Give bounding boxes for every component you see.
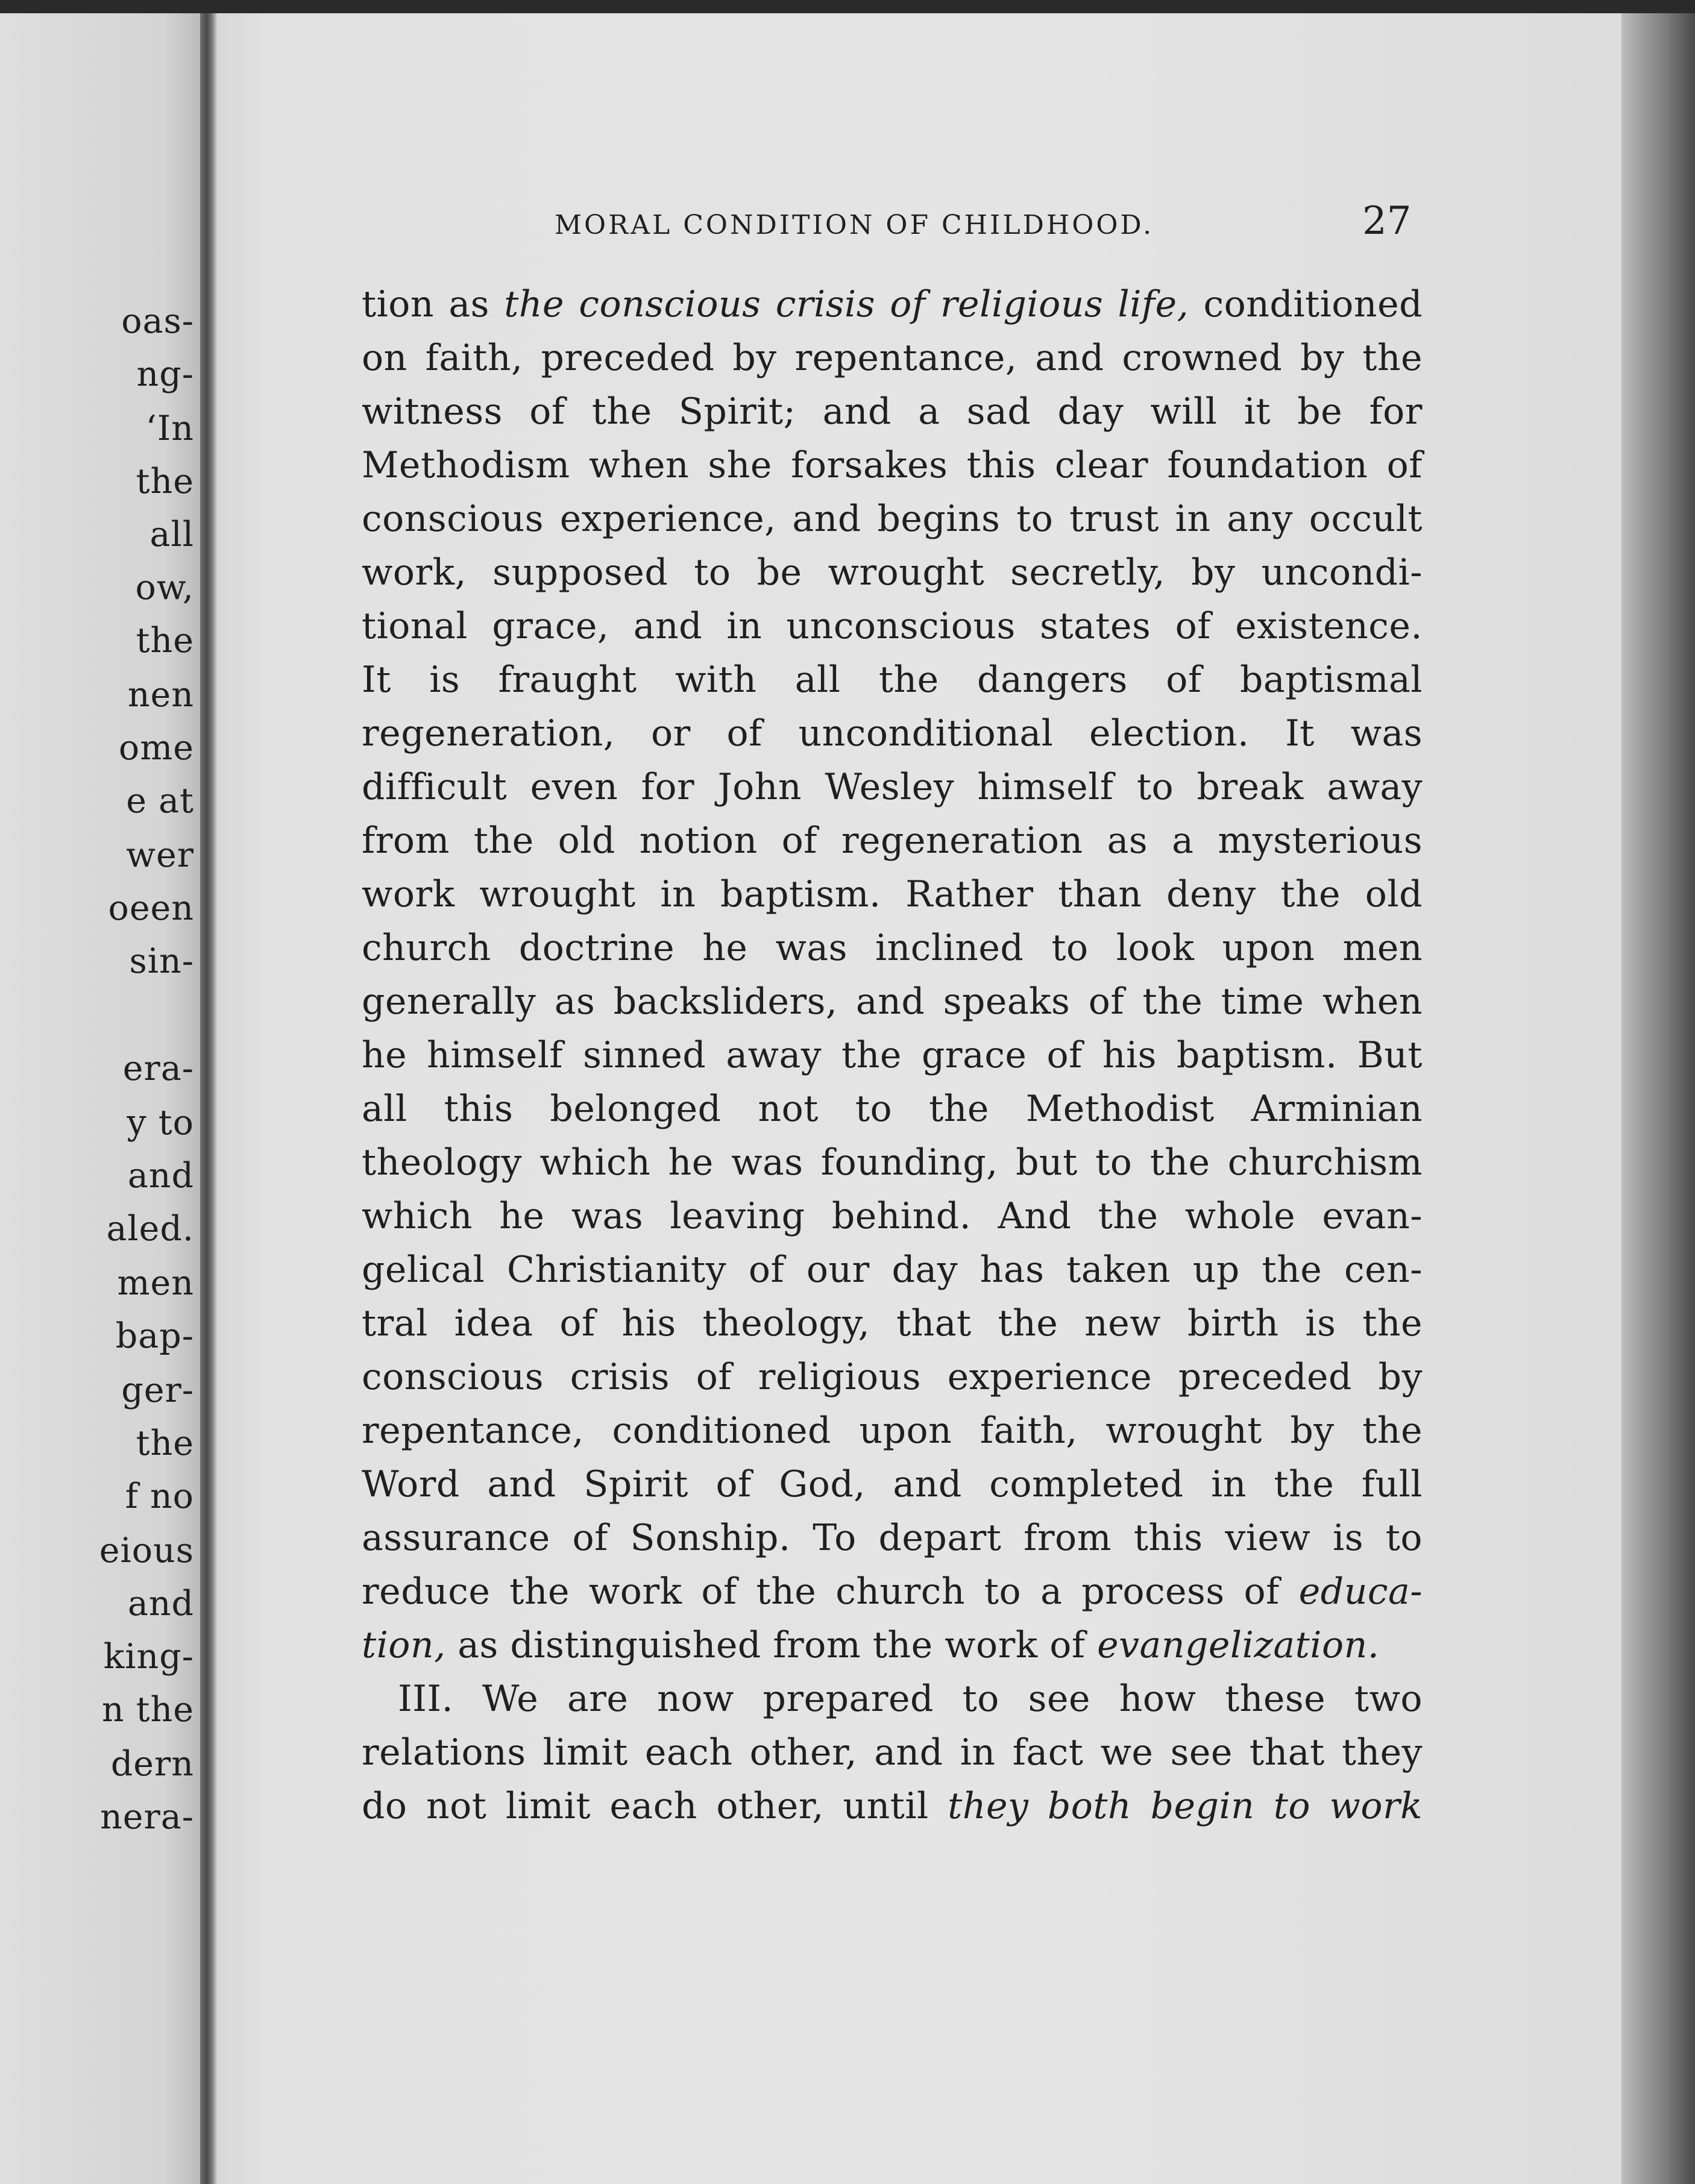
left-page-fragment: and xyxy=(127,1156,194,1196)
left-page-fragment: ow, xyxy=(135,568,194,607)
text-line: repentance, conditioned upon faith, wrought by the xyxy=(362,1410,1423,1452)
left-page-fragment: ‘In xyxy=(145,409,194,448)
text-line: on faith, preceded by repentance, and crowned by the xyxy=(362,337,1423,379)
text-line: It is fraught with all the dangers of baptismal xyxy=(362,659,1423,701)
left-page-fragment: the xyxy=(136,1423,194,1463)
left-page-fragment: and xyxy=(127,1584,194,1624)
left-page-fragment: e at xyxy=(126,781,194,821)
text-line: work, supposed to be wrought secretly, by uncondi- xyxy=(362,551,1423,594)
running-head xyxy=(338,199,1412,253)
text-line: tion as the conscious crisis of religious life, conditioned xyxy=(362,283,1423,325)
text-line: conscious experience, and begins to trust in any occult xyxy=(362,498,1423,540)
text-line: all this belonged not to the Methodist Arminian xyxy=(362,1088,1423,1130)
text-line: which he was leaving behind. And the whole evan- xyxy=(362,1195,1423,1237)
left-page-fragment: wer xyxy=(126,835,194,875)
text-line: reduce the work of the church to a process of educa- xyxy=(362,1571,1423,1613)
text-line: generally as backsliders, and speaks of the time when xyxy=(362,981,1423,1023)
left-page-fragment: nera- xyxy=(100,1797,194,1837)
left-page-fragment: bap- xyxy=(115,1316,194,1356)
text-line: conscious crisis of religious experience preceded by xyxy=(362,1356,1423,1398)
left-page-fragment: eious xyxy=(99,1531,194,1571)
text-line: do not limit each other, until they both begin to work xyxy=(362,1785,1423,1827)
text-line: gelical Christianity of our day has taken up the cen- xyxy=(362,1249,1423,1291)
text-line: regeneration, or of unconditional election. It was xyxy=(362,712,1423,755)
text-line: III. We are now prepared to see how these two xyxy=(398,1678,1423,1720)
left-page-fragment: aled. xyxy=(106,1209,194,1249)
text-line: assurance of Sonship. To depart from this view is to xyxy=(362,1517,1423,1559)
text-line: tional grace, and in unconscious states of existence. xyxy=(362,605,1423,647)
left-page-fragment: king- xyxy=(103,1637,194,1677)
text-line: church doctrine he was inclined to look upon men xyxy=(362,927,1423,969)
text-line: theology which he was founding, but to the churchism xyxy=(362,1141,1423,1184)
left-page-fragment: dern xyxy=(110,1744,194,1784)
page-edge-stack xyxy=(1621,13,1695,2184)
text-line: Methodism when she forsakes this clear foundation of xyxy=(362,444,1423,486)
left-page-fragment: the xyxy=(136,462,194,501)
text-line: difficult even for John Wesley himself to break away xyxy=(362,766,1423,808)
left-page-fragment: ger- xyxy=(121,1370,194,1410)
text-line: witness of the Spirit; and a sad day will it be for xyxy=(362,391,1423,433)
text-line: tral idea of his theology, that the new birth is the xyxy=(362,1302,1423,1345)
text-line: he himself sinned away the grace of his baptism. But xyxy=(362,1034,1423,1076)
page-number: 27 xyxy=(1362,199,1412,243)
left-page-fragment: sin- xyxy=(129,941,194,981)
left-page-fragment: men xyxy=(117,1263,194,1303)
left-page-fragment: ome xyxy=(118,728,194,768)
book-gutter xyxy=(200,13,217,2184)
scan-top-edge xyxy=(0,0,1695,14)
left-page-fragment: oas- xyxy=(121,301,194,341)
left-page-fragment: era- xyxy=(122,1049,194,1088)
left-page-fragment: y to xyxy=(127,1103,194,1143)
left-page-fragment: nen xyxy=(127,675,194,715)
running-title: MORAL CONDITION OF CHILDHOOD. xyxy=(555,210,1154,240)
left-page-fragment: n the xyxy=(101,1690,194,1730)
left-page xyxy=(0,13,205,2184)
text-line: work wrought in baptism. Rather than deny the old xyxy=(362,873,1423,915)
left-page-fragment: oeen xyxy=(108,888,194,928)
left-page-fragment: f no xyxy=(125,1476,194,1516)
text-line: Word and Spirit of God, and completed in the full xyxy=(362,1463,1423,1505)
text-line: from the old notion of regeneration as a mysterious xyxy=(362,820,1423,862)
left-page-fragment: the xyxy=(136,621,194,661)
text-line: tion, as distinguished from the work of evangelization. xyxy=(362,1624,1380,1666)
text-line: relations limit each other, and in fact we see that they xyxy=(362,1731,1423,1774)
left-page-fragment: all xyxy=(149,515,194,554)
left-page-fragment: ng- xyxy=(136,354,194,394)
